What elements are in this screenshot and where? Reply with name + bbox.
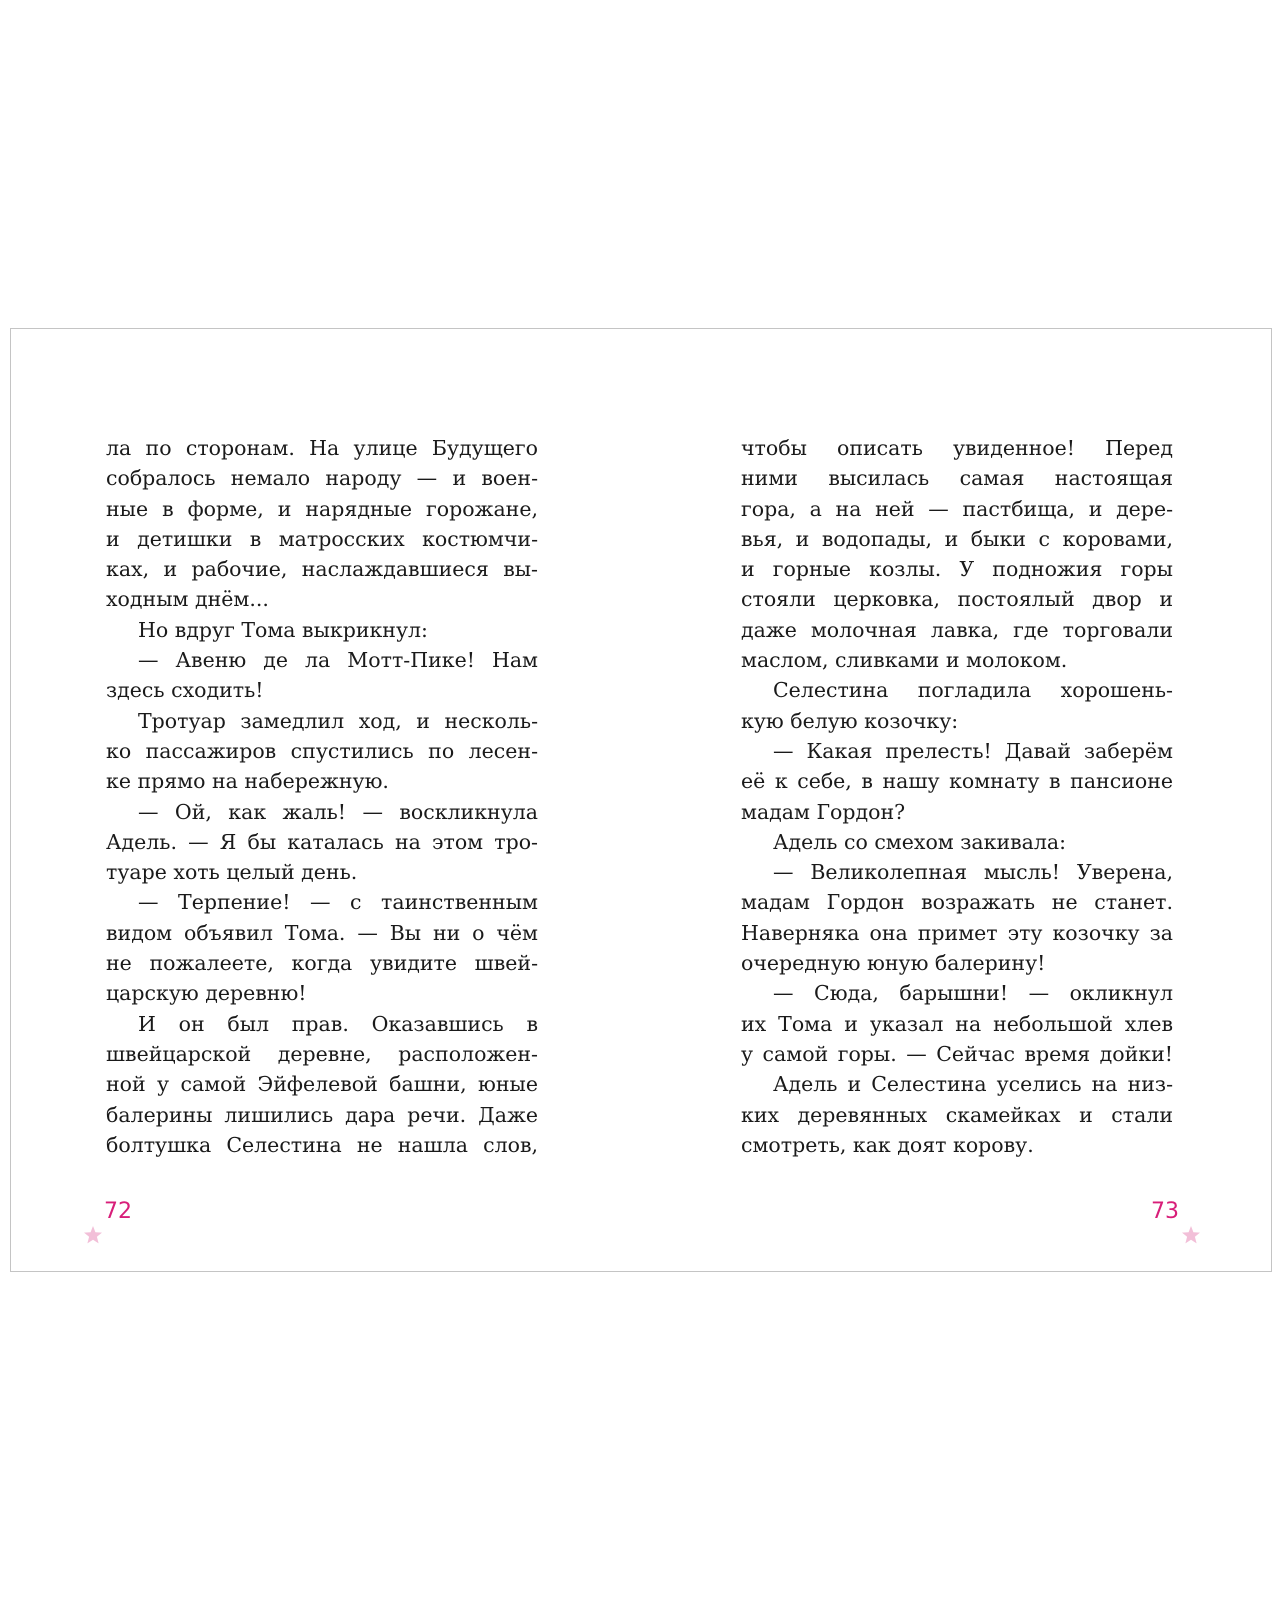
text-line: — Сюда, барышни! — окликнул — [773, 981, 1173, 1006]
text-line: Адель со смехом закивала: — [773, 829, 1067, 854]
text-line: ходным днём... — [106, 587, 269, 612]
text-line: болтушка Селестина не нашла слов, — [106, 1132, 538, 1157]
text-line: здесь сходить! — [106, 678, 264, 703]
page-number-left: 72 — [104, 1199, 132, 1224]
text-line: у самой горы. — Сейчас время дойки! — [741, 1041, 1173, 1066]
star-icon — [1181, 1225, 1201, 1245]
text-line: балерины лишились дара речи. Даже — [106, 1102, 538, 1127]
text-line: ко пассажиров спустились по лесен- — [106, 738, 538, 763]
right-page-text — [741, 433, 1173, 1160]
text-line: Тротуар замедлил ход, и несколь- — [138, 708, 538, 733]
text-line: швейцарской деревне, расположен- — [106, 1041, 538, 1066]
page-number-right: 73 — [1151, 1199, 1179, 1224]
text-line: видом объявил Тома. — Вы ни о чём — [106, 920, 538, 945]
text-line: кую белую козочку: — [741, 708, 959, 733]
text-line: и детишки в матросских костюмчи- — [106, 526, 538, 551]
text-line: очередную юную балерину! — [741, 951, 1046, 976]
text-line: гора, а на ней — пастбища, и дере- — [741, 496, 1173, 521]
text-line: маслом, сливками и молоком. — [741, 648, 1068, 673]
left-page-text — [106, 433, 538, 1160]
text-line: чтобы описать увиденное! Перед — [741, 436, 1173, 460]
star-icon — [83, 1225, 103, 1245]
text-line: даже молочная лавка, где торговали — [741, 617, 1173, 642]
text-line: царскую деревню! — [106, 981, 307, 1006]
text-line: их Тома и указал на небольшой хлев — [741, 1011, 1173, 1036]
text-line: Адель и Селестина уселись на низ- — [773, 1072, 1173, 1097]
text-line: ла по сторонам. На улице Будущего — [106, 436, 538, 460]
text-line: ные в форме, и нарядные горожане, — [106, 496, 538, 521]
text-line: собралось немало народу — и воен- — [106, 466, 538, 491]
text-line: ках, и рабочие, наслаждавшиеся вы- — [106, 557, 538, 582]
text-line: туаре хоть целый день. — [106, 860, 358, 885]
text-line: — Какая прелесть! Давай заберём — [773, 738, 1173, 763]
text-line: не пожалеете, когда увидите швей- — [106, 951, 538, 976]
text-line: Но вдруг Тома выкрикнул: — [138, 617, 428, 642]
text-line: Наверняка она примет эту козочку за — [741, 920, 1173, 945]
text-line: — Ой, как жаль! — воскликнула — [138, 799, 538, 824]
text-line: её к себе, в нашу комнату в пансионе — [741, 769, 1173, 794]
text-line: Селестина погладила хорошень- — [773, 678, 1173, 703]
text-line: И он был прав. Оказавшись в — [138, 1011, 538, 1036]
text-line: и горные козлы. У подножия горы — [741, 557, 1173, 582]
text-line: — Авеню де ла Мотт-Пике! Нам — [138, 648, 538, 673]
text-line: — Терпение! — с таинственным — [138, 890, 538, 915]
text-line: смотреть, как доят корову. — [741, 1132, 1034, 1157]
text-line: ной у самой Эйфелевой башни, юные — [106, 1072, 538, 1097]
text-line: Адель. — Я бы каталась на этом тро- — [106, 829, 538, 854]
text-line: стояли церковка, постоялый двор и — [741, 587, 1173, 612]
text-line: ких деревянных скамейках и стали — [741, 1102, 1173, 1127]
text-line: мадам Гордон возражать не станет. — [741, 890, 1173, 915]
text-line: ке прямо на набережную. — [106, 769, 389, 794]
text-line: мадам Гордон? — [741, 799, 906, 824]
text-line: ними высилась самая настоящая — [741, 466, 1173, 491]
text-line: вья, и водопады, и быки с коровами, — [741, 526, 1173, 551]
book-spread — [10, 328, 1272, 1272]
text-line: — Великолепная мысль! Уверена, — [773, 860, 1173, 885]
